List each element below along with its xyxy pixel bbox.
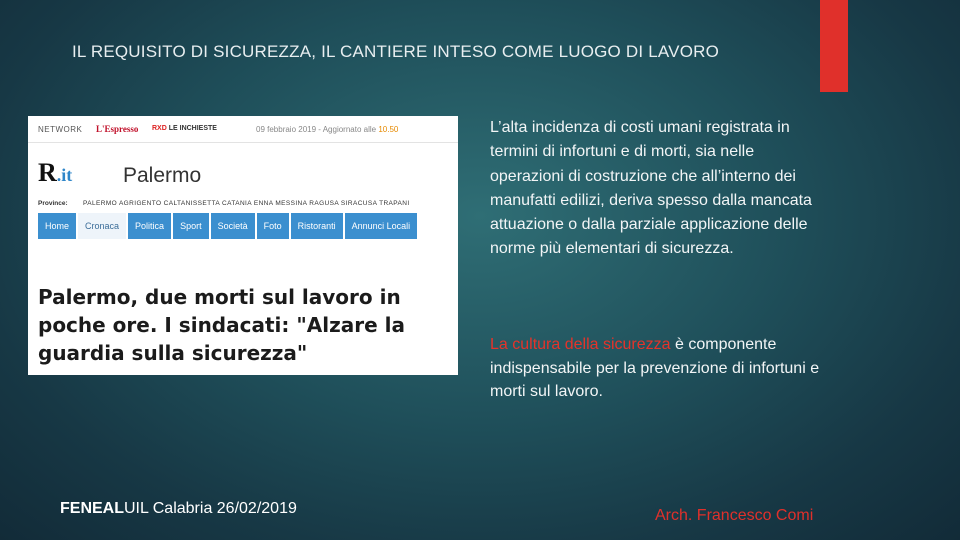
logo-main: R [38,158,57,187]
network-menu: NETWORK [38,125,83,134]
accent-tab [820,0,848,92]
screenshot-nav [38,213,419,239]
paragraph-culture-rest: è componente indispensabile per la prevenzione di infortuni e morti sul lavoro. [490,336,820,400]
nav-item-sport: Sport [173,213,209,239]
update-date [256,125,398,134]
screenshot-topbar [28,116,458,143]
nav-item-cronaca: Cronaca [78,213,126,239]
paragraph-culture [490,333,820,404]
nav-item-annunci: Annunci Locali [345,213,418,239]
inchieste-label: LE INCHIESTE [168,125,217,132]
repubblica-logo [38,158,72,188]
slide-title: IL REQUISITO DI SICUREZZA, IL CANTIERE INTESO COME LUOGO DI LAVORO [72,42,720,61]
footer-org-rest: UIL Calabria 26/02/2019 [124,500,297,517]
date-time: 10.50 [378,125,399,134]
footer-organization [60,500,297,518]
nav-item-politica: Politica [128,213,171,239]
news-headline: Palermo, due morti sul lavoro in poche ore. I sindacati: "Alzare la guardia sulla sicurezza" [38,285,405,365]
news-screenshot-image [28,116,458,375]
footer-author: Arch. Francesco Comi [655,507,814,524]
logo-suffix: .it [56,165,73,185]
city-name: Palermo [123,164,202,187]
date-prefix: 09 febbraio 2019 - Aggiornato alle [256,125,377,134]
nav-item-foto: Foto [257,213,289,239]
province-bar [28,200,458,212]
province-label: Province: [38,200,68,207]
nav-item-ristoranti: Ristoranti [291,213,343,239]
espresso-logo: L'Espresso [96,124,139,134]
nav-item-home: Home [38,213,76,239]
safety-culture-highlight: La cultura della sicurezza [490,336,671,353]
footer-org-bold: FENEAL [60,500,124,517]
paragraph-incidence: L’alta incidenza di costi umani registrata in termini di infortuni e di morti, sia nelle operazioni di costruzione che all’interno dei manufatti edilizi, deriva spesso dalla mancata attuazione o dalla parziale applicazione delle norme più elementari di sicurezza. [490,119,812,258]
inchieste-brand: RXD [152,125,167,132]
province-list: PALERMO AGRIGENTO CALTANISSETTA CATANIA ENNA MESSINA RAGUSA SIRACUSA TRAPANI [83,200,410,207]
nav-item-societa: Società [211,213,255,239]
inchieste-logo [152,125,217,132]
